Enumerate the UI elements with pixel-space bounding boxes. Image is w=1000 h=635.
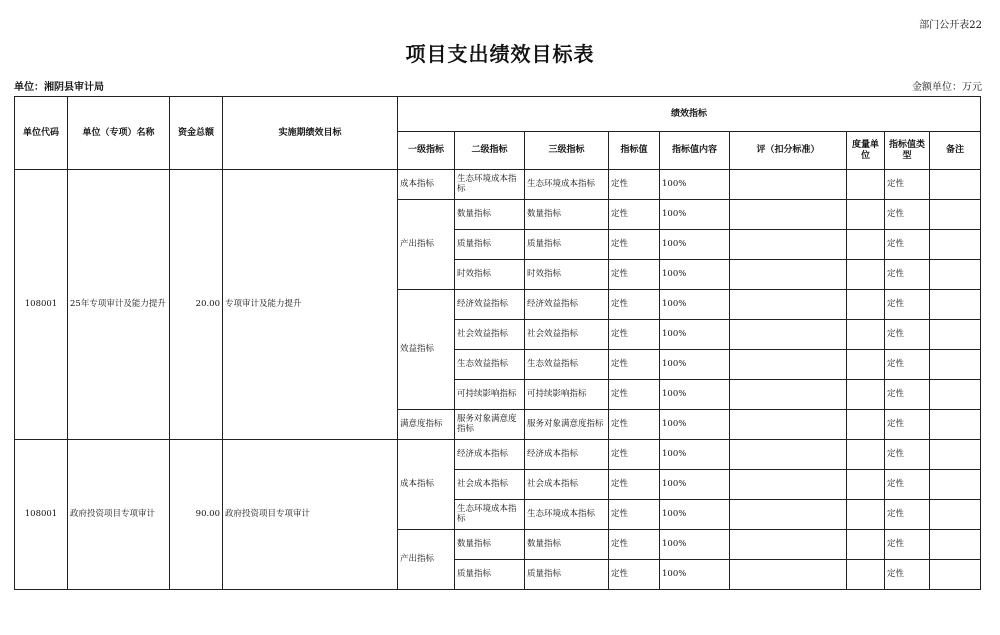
- currency-unit-label: 金额单位：万元: [912, 82, 982, 93]
- cell-level2: 经济成本指标: [455, 440, 525, 470]
- cell-measure-unit: [847, 230, 885, 260]
- cell-remark: [930, 500, 981, 530]
- cell-remark: [930, 350, 981, 380]
- performance-table: [14, 96, 981, 590]
- cell-value-type: 定性: [885, 410, 930, 440]
- cell-indicator-value: 定性: [609, 320, 660, 350]
- header-level1: 一级指标: [398, 132, 455, 170]
- cell-measure-unit: [847, 260, 885, 290]
- cell-remark: [930, 530, 981, 560]
- cell-level3: 服务对象满意度指标: [525, 410, 609, 440]
- cell-indicator-content: 100%: [660, 500, 730, 530]
- cell-level1: 产出指标: [398, 530, 455, 590]
- cell-value-type: 定性: [885, 530, 930, 560]
- cell-value-type: 定性: [885, 560, 930, 590]
- cell-indicator-content: 100%: [660, 410, 730, 440]
- cell-evaluation: [730, 410, 847, 440]
- cell-measure-unit: [847, 560, 885, 590]
- table-body: [15, 170, 981, 590]
- header-remark: 备注: [930, 132, 981, 170]
- cell-level3: 生态环境成本指标: [525, 170, 609, 200]
- cell-value-type: 定性: [885, 320, 930, 350]
- cell-indicator-content: 100%: [660, 530, 730, 560]
- cell-value-type: 定性: [885, 170, 930, 200]
- cell-indicator-value: 定性: [609, 530, 660, 560]
- cell-indicator-value: 定性: [609, 380, 660, 410]
- cell-measure-unit: [847, 170, 885, 200]
- cell-total-funds: 20.00: [170, 170, 223, 440]
- cell-evaluation: [730, 560, 847, 590]
- cell-indicator-content: 100%: [660, 470, 730, 500]
- cell-indicator-value: 定性: [609, 560, 660, 590]
- cell-period-goal: 专项审计及能力提升: [223, 170, 398, 440]
- cell-level3: 时效指标: [525, 260, 609, 290]
- cell-remark: [930, 200, 981, 230]
- cell-indicator-value: 定性: [609, 350, 660, 380]
- cell-measure-unit: [847, 500, 885, 530]
- cell-indicator-value: 定性: [609, 170, 660, 200]
- cell-level2: 数量指标: [455, 530, 525, 560]
- cell-project-name: 政府投资项目专项审计: [68, 440, 170, 590]
- cell-level1: 效益指标: [398, 290, 455, 410]
- cell-indicator-content: 100%: [660, 170, 730, 200]
- cell-level2: 可持续影响指标: [455, 380, 525, 410]
- header-performance-indicators: 绩效指标: [398, 97, 981, 132]
- cell-measure-unit: [847, 290, 885, 320]
- cell-level1: 成本指标: [398, 170, 455, 200]
- cell-evaluation: [730, 230, 847, 260]
- cell-measure-unit: [847, 350, 885, 380]
- header-total-funds: 资金总额: [170, 97, 223, 170]
- cell-value-type: 定性: [885, 290, 930, 320]
- cell-indicator-content: 100%: [660, 380, 730, 410]
- cell-level2: 社会效益指标: [455, 320, 525, 350]
- cell-indicator-content: 100%: [660, 320, 730, 350]
- cell-remark: [930, 560, 981, 590]
- cell-evaluation: [730, 380, 847, 410]
- table-row: [15, 170, 981, 200]
- cell-indicator-value: 定性: [609, 260, 660, 290]
- cell-level2: 生态环境成本指标: [455, 170, 525, 200]
- cell-period-goal: 政府投资项目专项审计: [223, 440, 398, 590]
- cell-evaluation: [730, 440, 847, 470]
- cell-value-type: 定性: [885, 380, 930, 410]
- cell-indicator-value: 定性: [609, 410, 660, 440]
- cell-value-type: 定性: [885, 470, 930, 500]
- cell-level3: 数量指标: [525, 530, 609, 560]
- cell-level2: 质量指标: [455, 230, 525, 260]
- header-project-name: 单位（专项）名称: [68, 97, 170, 170]
- document-code: 部门公开表22: [919, 20, 982, 31]
- cell-value-type: 定性: [885, 440, 930, 470]
- cell-evaluation: [730, 200, 847, 230]
- cell-value-type: 定性: [885, 350, 930, 380]
- cell-remark: [930, 410, 981, 440]
- cell-total-funds: 90.00: [170, 440, 223, 590]
- cell-evaluation: [730, 530, 847, 560]
- cell-level2: 生态效益指标: [455, 350, 525, 380]
- cell-evaluation: [730, 470, 847, 500]
- cell-level1: 满意度指标: [398, 410, 455, 440]
- header-indicator-content: 指标值内容: [660, 132, 730, 170]
- cell-level3: 经济效益指标: [525, 290, 609, 320]
- cell-level2: 社会成本指标: [455, 470, 525, 500]
- cell-value-type: 定性: [885, 200, 930, 230]
- cell-value-type: 定性: [885, 230, 930, 260]
- cell-indicator-content: 100%: [660, 230, 730, 260]
- cell-remark: [930, 470, 981, 500]
- cell-level2: 数量指标: [455, 200, 525, 230]
- cell-evaluation: [730, 500, 847, 530]
- header-evaluation: 评（扣分标准）: [730, 132, 847, 170]
- cell-level3: 可持续影响指标: [525, 380, 609, 410]
- cell-evaluation: [730, 320, 847, 350]
- cell-remark: [930, 170, 981, 200]
- cell-level3: 社会成本指标: [525, 470, 609, 500]
- cell-measure-unit: [847, 380, 885, 410]
- cell-unit-code: 108001: [15, 170, 68, 440]
- header-level3: 三级指标: [525, 132, 609, 170]
- cell-remark: [930, 260, 981, 290]
- header-level2: 二级指标: [455, 132, 525, 170]
- cell-project-name: 25年专项审计及能力提升: [68, 170, 170, 440]
- cell-indicator-content: 100%: [660, 440, 730, 470]
- cell-measure-unit: [847, 320, 885, 350]
- cell-indicator-value: 定性: [609, 440, 660, 470]
- cell-level3: 数量指标: [525, 200, 609, 230]
- cell-level2: 生态环境成本指标: [455, 500, 525, 530]
- cell-level3: 社会效益指标: [525, 320, 609, 350]
- cell-indicator-value: 定性: [609, 290, 660, 320]
- cell-indicator-content: 100%: [660, 560, 730, 590]
- header-value-type: 指标值类型: [885, 132, 930, 170]
- cell-evaluation: [730, 290, 847, 320]
- header-unit-code: 单位代码: [15, 97, 68, 170]
- cell-level2: 质量指标: [455, 560, 525, 590]
- cell-remark: [930, 230, 981, 260]
- cell-level2: 经济效益指标: [455, 290, 525, 320]
- cell-value-type: 定性: [885, 500, 930, 530]
- cell-level2: 时效指标: [455, 260, 525, 290]
- page-title: 项目支出绩效目标表: [405, 42, 595, 66]
- cell-remark: [930, 320, 981, 350]
- cell-measure-unit: [847, 470, 885, 500]
- table-row: [15, 440, 981, 470]
- cell-indicator-value: 定性: [609, 500, 660, 530]
- header-measure-unit: 度量单位: [847, 132, 885, 170]
- cell-remark: [930, 380, 981, 410]
- cell-level3: 生态环境成本指标: [525, 500, 609, 530]
- unit-label: 单位：湘阴县审计局: [14, 82, 104, 93]
- cell-evaluation: [730, 260, 847, 290]
- cell-level1: 产出指标: [398, 200, 455, 290]
- cell-indicator-value: 定性: [609, 200, 660, 230]
- cell-measure-unit: [847, 530, 885, 560]
- cell-level2: 服务对象满意度指标: [455, 410, 525, 440]
- cell-indicator-content: 100%: [660, 350, 730, 380]
- cell-indicator-value: 定性: [609, 470, 660, 500]
- cell-indicator-content: 100%: [660, 290, 730, 320]
- cell-measure-unit: [847, 410, 885, 440]
- cell-unit-code: 108001: [15, 440, 68, 590]
- header-period-goal: 实施期绩效目标: [223, 97, 398, 170]
- cell-evaluation: [730, 170, 847, 200]
- cell-measure-unit: [847, 440, 885, 470]
- cell-remark: [930, 290, 981, 320]
- cell-indicator-content: 100%: [660, 200, 730, 230]
- cell-level3: 经济成本指标: [525, 440, 609, 470]
- cell-remark: [930, 440, 981, 470]
- cell-value-type: 定性: [885, 260, 930, 290]
- cell-evaluation: [730, 350, 847, 380]
- cell-level3: 质量指标: [525, 560, 609, 590]
- cell-level3: 生态效益指标: [525, 350, 609, 380]
- cell-indicator-content: 100%: [660, 260, 730, 290]
- cell-measure-unit: [847, 200, 885, 230]
- cell-level1: 成本指标: [398, 440, 455, 530]
- header-indicator-value: 指标值: [609, 132, 660, 170]
- cell-level3: 质量指标: [525, 230, 609, 260]
- cell-indicator-value: 定性: [609, 230, 660, 260]
